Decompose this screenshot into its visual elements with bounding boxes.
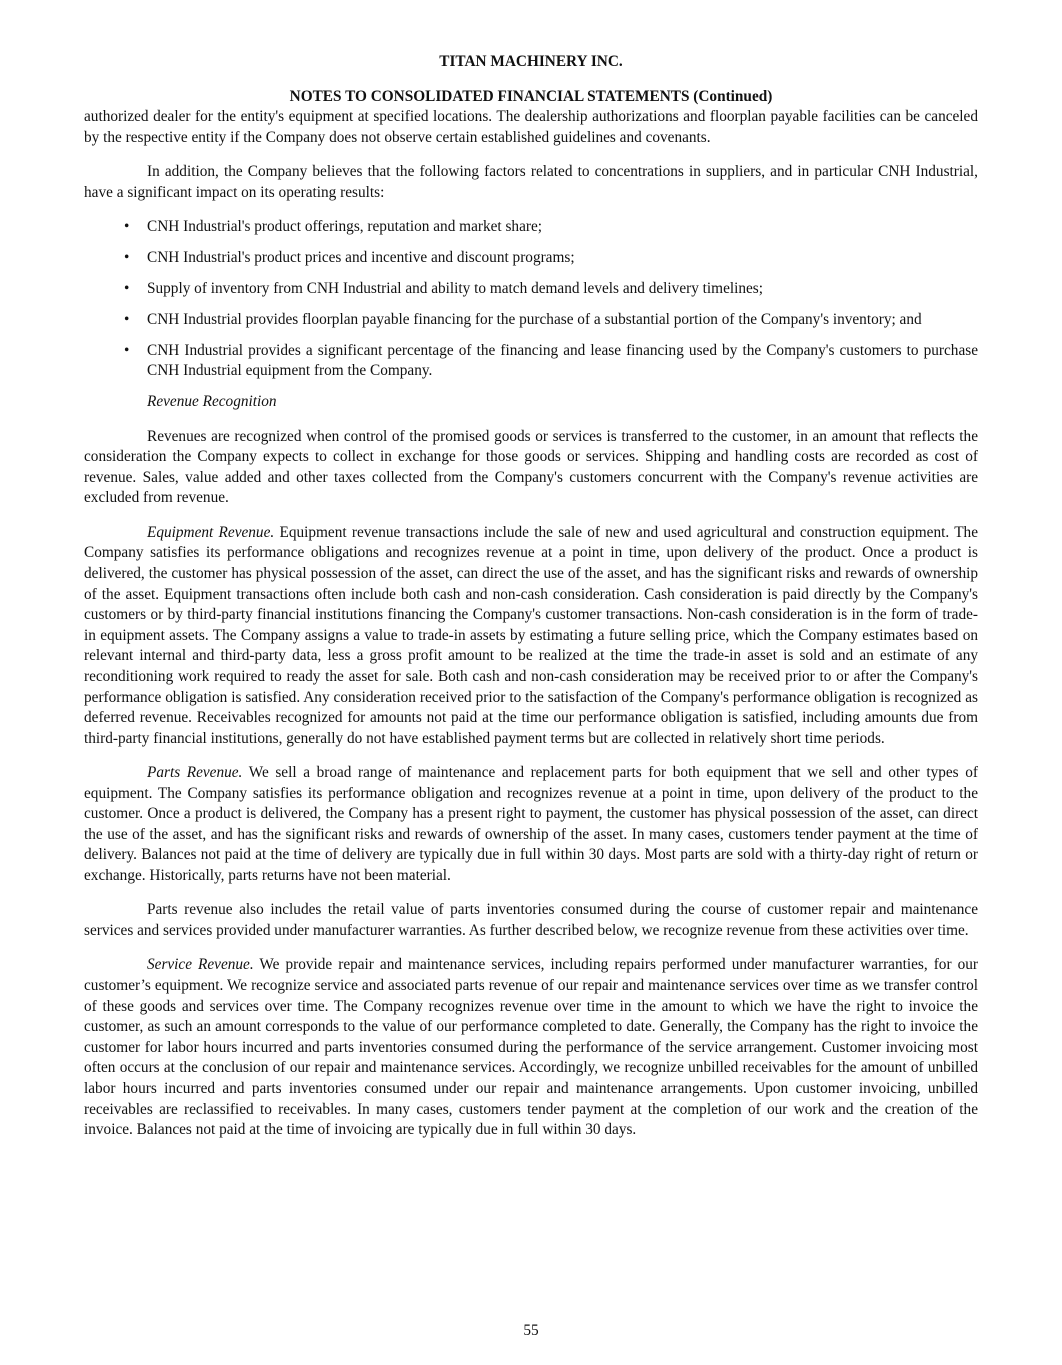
service-revenue-label: Service Revenue. bbox=[147, 956, 254, 974]
list-item bbox=[84, 310, 978, 331]
revenue-paragraph: Revenues are recognized when control of the promised goods or services is transferred to the customer, in an amount that reflects the consideration the Company expects to collect in exchange for those goods or services. Shipping and handling costs are recorded as cost of revenue. Sales, value added and other taxes collected from the Company's customers concurrent with the Company's revenue activities are excluded from revenue. bbox=[84, 427, 978, 507]
list-item-text: CNH Industrial provides a significant percentage of the financing and lease financing used by the Company's customers to purchase CNH Industrial equipment from the Company. bbox=[147, 341, 978, 380]
revenue-recognition-heading: Revenue Recognition bbox=[147, 393, 277, 411]
page-number: 55 bbox=[523, 1322, 539, 1339]
concentration-paragraph: In addition, the Company believes that the following factors related to concentrations in suppliers, and in particular CNH Industrial, have a significant impact on its operating results: bbox=[84, 163, 978, 201]
parts-revenue-paragraph bbox=[84, 763, 978, 887]
bullet-icon: • bbox=[124, 310, 130, 328]
document-page bbox=[84, 52, 978, 1155]
equipment-revenue-text: Equipment revenue transactions include the sale of new and used agricultural and construction equipment. The Company satisfies its performance obligations and recognizes revenue at a point in time, upon delivery of the product. Once a product is delivered, the customer has physical possession of the asset, can direct the use of the asset, and has the significant risks and rewards of ownership of the asset. Equipment transactions often include both cash and non-cash consideration. Cash consideration is paid directly by the Company's customers or by third-party financial institutions financing the Company's customer transactions. Non-cash consideration is in the form of trade-in equipment assets. The Company assigns a value to trade-in assets by estimating a future selling price, which the Company estimates based on relevant internal and third-party data, less a gross profit amount to be realized at the time the trade-in asset is sold and an estimate of any reconditioning work required to ready the asset for sale. Both cash and non-cash consideration may be received prior to or after the Company's performance obligation is satisfied. Any consideration received prior to the satisfaction of the Company's performance obligation is recognized as deferred revenue. Receivables recognized for amounts not paid at the time our performance obligation is satisfied, including amounts due from third-party financial institutions, generally do not have established payment terms but are collected in relatively short time periods. bbox=[84, 523, 978, 747]
bullet-icon: • bbox=[124, 218, 130, 236]
service-revenue-text: We provide repair and maintenance services, including repairs performed under manufacturer warranties, for our customer’s equipment. We recognize service and associated parts revenue of our repair and maintenance services over time as we transfer control of these goods and services over time. The Company recognizes revenue over time in the amount to which we have the right to invoice the customer, as such an amount corresponds to the value of our performance completed to date. Generally, the Company has the right to invoice the customer for labor hours incurred and parts inventories consumed during the performance of the service arrangement. Customer invoicing most often occurs at the conclusion of our repair and maintenance services. Accordingly, we recognize unbilled receivables for the amount of unbilled labor hours incurred and parts inventories consumed under our repair and maintenance arrangements. Upon customer invoicing, unbilled receivables are reclassified to receivables. In many cases, customers tender payment at the completion of our work and the creation of the invoice. Balances not paid at the time of invoicing are typically due in full within 30 days. bbox=[84, 956, 978, 1139]
bullet-icon: • bbox=[124, 249, 130, 267]
bullet-icon: • bbox=[124, 341, 130, 359]
list-item-text: Supply of inventory from CNH Industrial and ability to match demand levels and delivery timelines; bbox=[147, 279, 763, 297]
list-item bbox=[84, 248, 978, 269]
service-revenue-paragraph bbox=[84, 955, 978, 1140]
list-item-text: CNH Industrial's product offerings, reputation and market share; bbox=[147, 218, 542, 236]
list-item-text: CNH Industrial's product prices and incentive and discount programs; bbox=[147, 249, 575, 267]
supplier-factor-list bbox=[84, 217, 978, 382]
bullet-icon: • bbox=[124, 279, 130, 297]
list-item bbox=[84, 341, 978, 382]
company-name: TITAN MACHINERY INC. bbox=[439, 53, 623, 70]
list-item-text: CNH Industrial provides floorplan payable financing for the purchase of a substantial portion of the Company's inventory; and bbox=[147, 310, 922, 328]
list-item bbox=[84, 217, 978, 238]
intro-paragraph: authorized dealer for the entity's equipment at specified locations. The dealership authorizations and floorplan payable facilities can be canceled by the respective entity if the Company does not observe certain established guidelines and covenants. bbox=[84, 108, 978, 146]
page-title: NOTES TO CONSOLIDATED FINANCIAL STATEMENTS (Continued) bbox=[289, 87, 773, 105]
parts-revenue-text: We sell a broad range of maintenance and replacement parts for both equipment that we sell and other types of equipment. The Company satisfies its performance obligation and recognizes revenue at a point in time, upon delivery of the product to the customer. Once a product is delivered, the Company has a present right to payment, the customer has physical possession of the asset, can direct the use of the asset, and has the significant risks and rewards of ownership of the asset. In many cases, customers tender payment at the time of delivery. Balances not paid at the time of delivery are typically due in full within 30 days. Most parts are sold with a thirty-day right of return or exchange. Historically, parts returns have not been material. bbox=[84, 764, 978, 885]
equipment-revenue-paragraph bbox=[84, 523, 978, 750]
parts-revenue-paragraph-2: Parts revenue also includes the retail value of parts inventories consumed during the course of customer repair and maintenance services and services provided under manufacturer warranties. As further described below, we recognize revenue from these activities over time. bbox=[84, 901, 978, 940]
list-item bbox=[84, 279, 978, 300]
equipment-revenue-label: Equipment Revenue. bbox=[147, 523, 275, 541]
parts-revenue-label: Parts Revenue. bbox=[147, 764, 243, 782]
